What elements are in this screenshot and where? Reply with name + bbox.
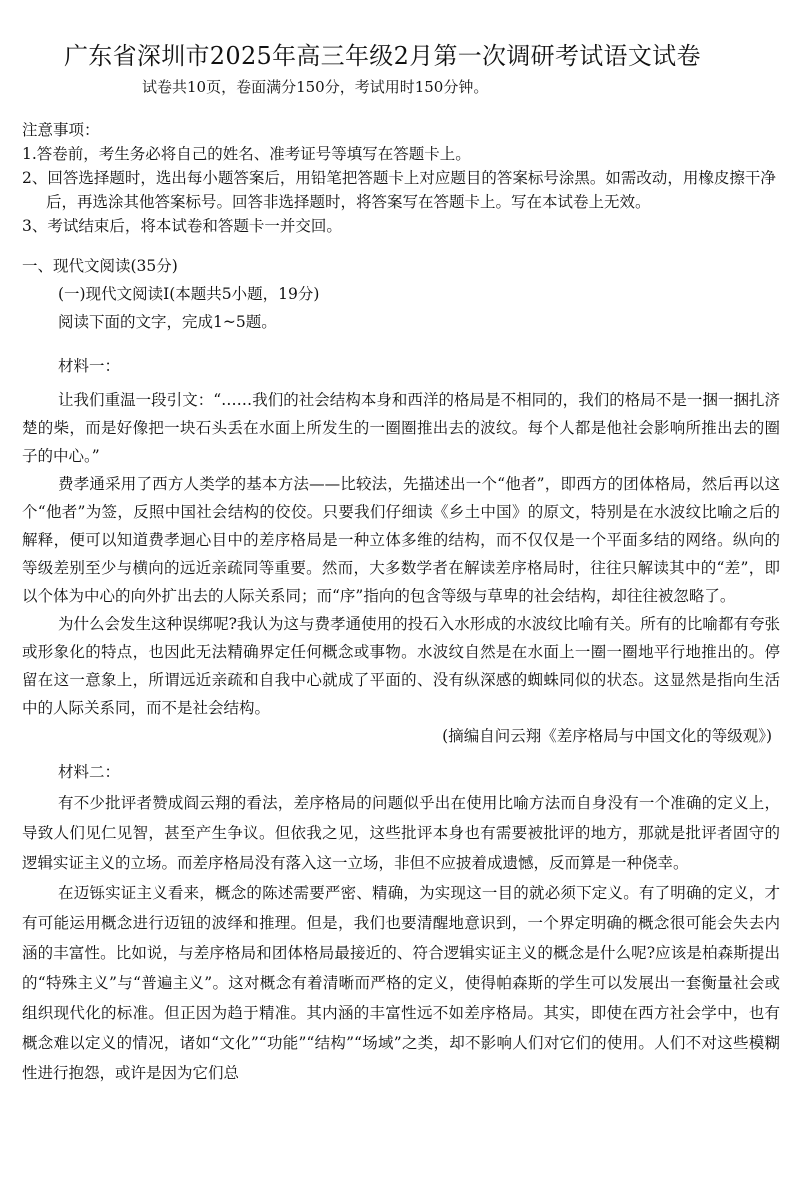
sub-section-heading: (一)现代文阅读I(本题共5小题，19分) — [58, 285, 320, 303]
notes-item-3: 3、考试结束后，将本试卷和答题卡一并交回。 — [22, 217, 342, 235]
notes-heading: 注意事项： — [22, 121, 100, 139]
notes-block — [22, 118, 782, 238]
material1-paragraph-1: 让我们重温一段引文：“……我们的社会结构本身和西洋的格局是不相同的，我们的格局不是一捆一捆扎济楚的柴，而是好像把一块石头丢在水面上所发生的一圈圈推出去的波纹。每个人都是他社会影响所推出去的圈子的中心。” — [22, 391, 780, 465]
material2-paragraph-1: 有不少批评者赞成阎云翔的看法，差序格局的问题似乎出在使用比喻方法而自身没有一个准确的定义上，导致人们见仁见智，甚至产生争议。但依我之见，这些批评本身也有需要被批评的地方，那就是批评者固守的逻辑实证主义的立场。而差序格局没有落入这一立场，非但不应披着成遗憾，反而算是一种侥幸。 — [22, 794, 780, 872]
exam-title: 广东省深圳市2025年高三年级2月第一次调研考试语文试卷 — [64, 42, 701, 70]
material1-source: (摘编自问云翔《差序格局与中国文化的等级观》) — [442, 727, 772, 745]
section-heading: 一、现代文阅读(35分) — [22, 257, 178, 275]
material1-paragraph-3: 为什么会发生这种误绑呢?我认为这与费孝通使用的投石入水形成的水波纹比喻有关。所有的比喻都有夸张或形象化的特点，也因此无法精确界定任何概念或事物。水波纹自然是在水面上一圈一圈地平行地推出的。停留在这一意象上，所谓远近亲疏和自我中心就成了平面的、没有纵深感的蜘蛛同似的状态。这显然是指向生活中的人际关系同，而不是社会结构。 — [22, 615, 780, 717]
material1-label: 材料一： — [58, 357, 121, 375]
reading-content — [22, 254, 780, 1088]
notes-item-2: 2、回答选择题时，选出每小题答案后，用铅笔把答题卡上对应题目的答案标号涂黑。如需改动，用橡皮擦干净后，再选涂其他答案标号。回答非选择题时，将答案写在答题卡上。写在本试卷上无效。 — [22, 169, 776, 211]
exam-subtitle: 试卷共10页，卷面满分150分，考试用时150分钟。 — [142, 78, 489, 96]
material1-paragraph-2: 费孝通采用了西方人类学的基本方法——比较法，先描述出一个“他者”，即西方的团体格局，然后再以这个“他者”为签，反照中国社会结构的佼佼。只要我们仔细读《乡土中国》的原文，特别是在水波纹比喻之后的解释，便可以知道费孝迴心目中的差序格局是一种立体多维的结构，而不仅仅是一个平面多结的网络。纵向的等级差别至少与横向的远近亲疏同等重要。然而，大多数学者在解读差序格局时，往往只解读其中的“差”，即以个体为中心的向外扩出去的人际关系同；而“序”指向的包含等级与草卑的社会结构，却往往被忽略了。 — [22, 475, 780, 605]
notes-item-1: 1.答卷前，考生务必将自己的姓名、准考证号等填写在答题卡上。 — [22, 145, 471, 163]
material2-block — [22, 760, 780, 1088]
material2-label: 材料二： — [58, 763, 121, 781]
reading-instruction: 阅读下面的文字，完成1~5题。 — [58, 313, 277, 331]
material2-paragraph-2: 在迈铄实证主义看来，概念的陈述需要严密、精确，为实现这一目的就必须下定义。有了明确的定义，才有可能运用概念进行迈钮的波绎和推理。但是，我们也要清醒地意识到，一个界定明确的概念很可能会失去内涵的丰富性。比如说，与差序格局和团体格局最接近的、符合逻辑实证主义的概念是什么呢?应该是柏森斯提出的“特殊主义”与“普遍主义”。这对概念有着清晰而严格的定义，使得帕森斯的学生可以发展出一套衡量社会或组织现代化的标准。但正因为趋于精准。其内涵的丰富性远不如差序格局。其实，即使在西方社会学中，也有概念难以定义的情况，诸如“文化”“功能”“结构”“场域”之类，却不影响人们对它们的使用。人们不对这些模糊性进行抱怨，或许是因为它们总 — [22, 884, 780, 1082]
